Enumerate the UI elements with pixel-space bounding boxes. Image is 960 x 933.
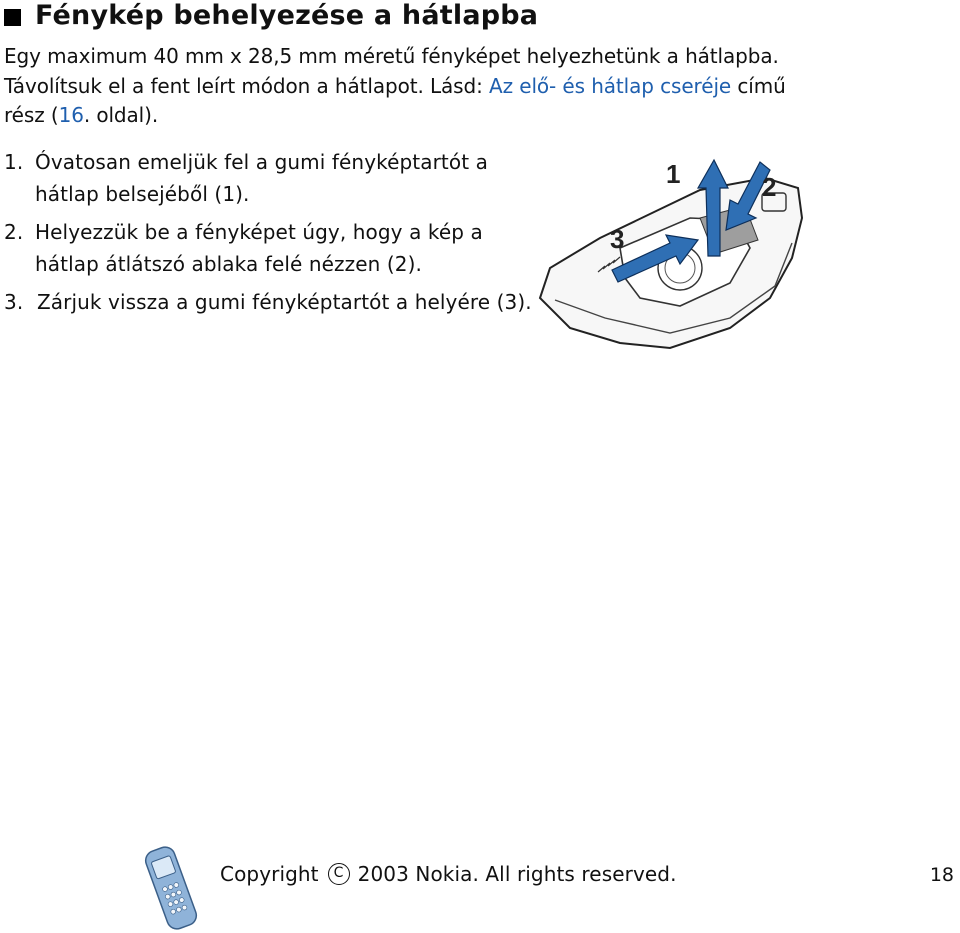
step-text: Zárjuk vissza a gumi fényképtartót a helyére (3). xyxy=(37,290,532,314)
step-number: 2. xyxy=(4,220,24,244)
intro-text-end: . oldal). xyxy=(83,103,159,127)
page-number: 18 xyxy=(929,864,954,886)
step-item xyxy=(4,146,544,210)
step-number: 1. xyxy=(4,150,24,174)
intro-paragraph xyxy=(4,42,824,131)
step-text: Helyezzük be a fényképet úgy, hogy a kép a hátlap átlátszó ablaka felé nézzen (2). xyxy=(35,220,483,276)
callout-3: 3 xyxy=(610,224,625,254)
intro-text: Egy maximum 40 mm x 28,5 mm méretű fényképet helyezhetünk a hátlapba. Távolítsuk el a fent leírt módon a hátlapot. Lásd: xyxy=(4,44,779,98)
page-reference-link[interactable]: 16 xyxy=(58,103,84,127)
step-number: 3. xyxy=(4,290,24,314)
step-item xyxy=(4,286,544,318)
step-text: Óvatosan emeljük fel a gumi fényképtartót a hátlap belsejéből (1). xyxy=(35,150,488,206)
copyright-text: 2003 Nokia. All rights reserved. xyxy=(357,862,677,886)
copyright-notice xyxy=(220,862,677,886)
instruction-steps xyxy=(4,146,544,324)
copyright-symbol-icon: C xyxy=(328,863,350,885)
copyright-label: Copyright xyxy=(220,862,319,886)
step-item xyxy=(4,216,544,280)
callout-2: 2 xyxy=(762,172,777,202)
page-title: Fénykép behelyezése a hátlapba xyxy=(35,0,539,31)
callout-1: 1 xyxy=(666,159,681,189)
phone-back-cover-illustration xyxy=(530,148,820,360)
section-heading xyxy=(4,0,538,31)
intro-text-middle: című rész ( xyxy=(4,73,786,127)
heading-bullet-icon xyxy=(4,9,21,26)
nokia-phone-icon xyxy=(140,843,202,933)
cross-reference-link[interactable]: Az elő- és hátlap cseréje xyxy=(489,73,732,98)
